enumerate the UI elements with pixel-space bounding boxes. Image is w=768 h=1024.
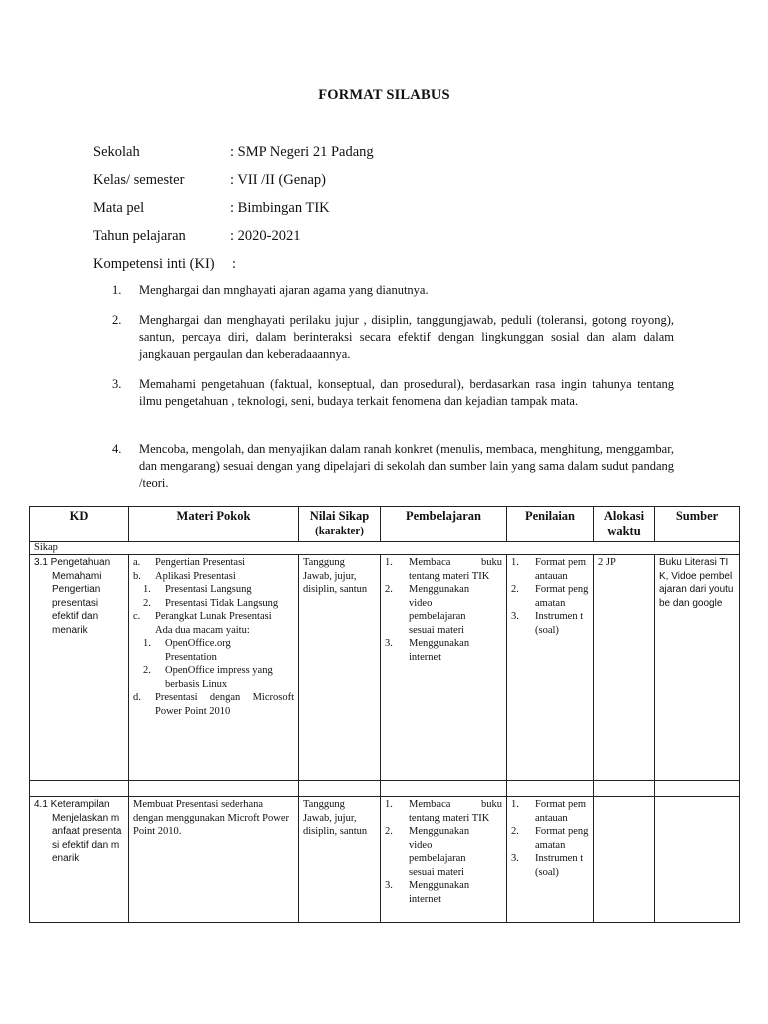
spacer-row [30, 781, 740, 797]
kd-number: 3.1 Pengetahuan [34, 557, 111, 568]
ki-item [112, 376, 674, 430]
penilaian-cell [507, 555, 594, 781]
header-penilaian: Penilaian [507, 507, 594, 542]
ki-number: 4. [112, 442, 122, 456]
table-row [30, 555, 740, 781]
list-item: 2. OpenOffice impress yang berbasis Linux [143, 665, 273, 690]
document-title: FORMAT SILABUS [318, 87, 450, 103]
list-item: 3. Instrumen t (soal) [511, 853, 584, 878]
header-nilai-label: Nilai Sikap [309, 509, 370, 523]
list-item: 1. OpenOffice.org Presentation [143, 638, 231, 663]
nilai-cell: Tanggung Jawab, jujur, disiplin, santun [299, 797, 381, 923]
list-item: 2. Format pengamatan [511, 584, 589, 609]
list-item: d. Presentasi dengan Microsoft Power Point 2010 [133, 692, 294, 717]
penilaian-cell [507, 797, 594, 923]
list-item: 1. Format pemantauan [511, 799, 587, 824]
list-item: 3. Menggunakan internet [385, 638, 470, 663]
header-pembelajaran: Pembelajaran [381, 507, 507, 542]
alokasi-cell: 2 JP [594, 555, 655, 781]
list-item: 2. Menggunakan video pembelajaran sesuai materi [385, 826, 470, 878]
ki-text: Mencoba, mengolah, dan menyajikan dalam ranah konkret (menulis, membaca, menghitung, menggambar, dan mengarang) sesuai dengan yang dipelajari di sekolah dan sumber lain yang sama dalam sudut pandang /teori. [139, 442, 674, 490]
kd-text: Menjelaskan manfaat presentasi efektif dan menarik [52, 812, 122, 864]
materi-intro: Ada dua macam yaitu: [155, 624, 250, 636]
ki-number: 1. [112, 283, 122, 297]
list-item: 2. Menggunakan video pembelajaran sesuai materi [385, 584, 470, 636]
list-item: 2. Format pengamatan [511, 826, 589, 851]
list-item: a. Pengertian Presentasi [133, 557, 246, 568]
sumber-cell [655, 797, 740, 923]
sikap-row [30, 542, 740, 555]
header-nilai-sub: (karakter) [315, 525, 364, 537]
sumber-cell: Buku Literasi TIK, Vidoe pembelajaran dari youtube dan google [655, 555, 740, 781]
meta-value: : VII /II (Genap) [230, 172, 326, 188]
ki-text: Menghargai dan menghayati perilaku jujur , disiplin, tanggungjawab, peduli (toleransi, gotong royong), santun, percaya diri, dalam berinteraksi secara efektif dengan lingkunggan sosial dan alam dalam jangkauan pergaulan dan keberadaaannya. [139, 313, 674, 361]
sikap-cell: Sikap [30, 542, 740, 555]
meta-value: : [232, 256, 237, 272]
ki-number: 3. [112, 377, 122, 391]
header-nilai [299, 507, 381, 542]
meta-label: Tahun pelajaran [93, 228, 186, 244]
kd-number: 4.1 Keterampilan [34, 799, 110, 810]
table-row [30, 797, 740, 923]
meta-value: : Bimbingan TIK [230, 200, 330, 216]
alokasi-cell [594, 797, 655, 923]
ki-number: 2. [112, 313, 122, 327]
pembelajaran-cell [381, 797, 507, 923]
meta-value: : 2020-2021 [230, 228, 301, 244]
kd-cell [30, 555, 129, 781]
nilai-cell: Tanggung Jawab, jujur, disiplin, santun [299, 555, 381, 781]
materi-cell: Membuat Presentasi sederhana dengan menggunakan Microft Power Point 2010. [129, 797, 299, 923]
ki-item [112, 441, 674, 495]
list-item: b. Aplikasi Presentasi [133, 570, 236, 582]
list-item: 1. Membaca buku tentang materi TIK [385, 799, 502, 824]
header-kd: KD [30, 507, 129, 542]
list-item: c. Perangkat Lunak Presentasi [133, 611, 272, 622]
list-item: 3. Instrumen t (soal) [511, 611, 584, 636]
kd-cell [30, 797, 129, 923]
meta-label: Mata pel [93, 200, 145, 216]
list-item: 3. Menggunakan internet [385, 880, 470, 905]
meta-label: Sekolah [93, 144, 140, 160]
header-alokasi: Alokasi waktu [594, 507, 655, 542]
kd-text: Memahami Pengertian presentasi efektif dan menarik [52, 570, 102, 636]
list-item: 1. Presentasi Langsung [143, 584, 252, 595]
ki-item [112, 312, 674, 366]
meta-label: Kompetensi inti (KI) [93, 256, 215, 272]
ki-item [112, 282, 674, 300]
meta-label: Kelas/ semester [93, 172, 185, 188]
syllabus-table [29, 506, 740, 923]
table-header-row [30, 507, 740, 542]
pembelajaran-cell [381, 555, 507, 781]
header-materi: Materi Pokok [129, 507, 299, 542]
ki-text: Memahami pengetahuan (faktual, konseptual, dan prosedural), berdasarkan rasa ingin tahunya tentang ilmu pengetahuan , teknologi, seni, budaya terkait fenomena dan kejadian tampak mata. [139, 377, 674, 408]
header-sumber: Sumber [655, 507, 740, 542]
list-item: 1. Membaca buku tentang materi TIK [385, 557, 502, 582]
ki-text: Menghargai dan mnghayati ajaran agama yang dianutnya. [139, 283, 429, 297]
list-item: 2. Presentasi Tidak Langsung [143, 597, 279, 609]
list-item: 1. Format pemantauan [511, 557, 587, 582]
meta-value: : SMP Negeri 21 Padang [230, 144, 374, 160]
materi-cell [129, 555, 299, 781]
